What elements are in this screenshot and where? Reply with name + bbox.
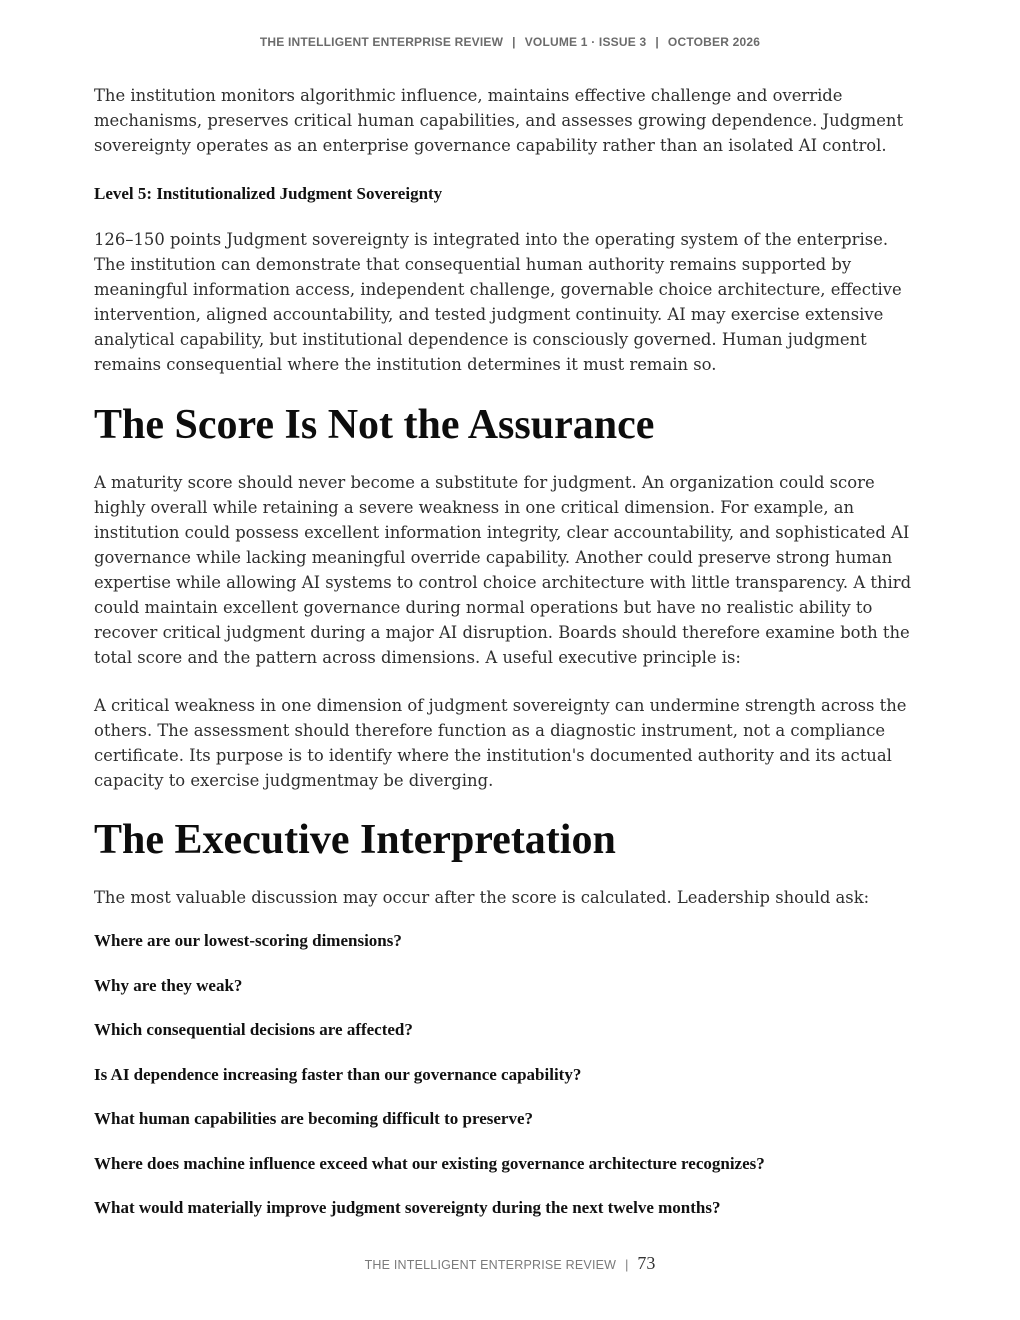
score-paragraph-2: A critical weakness in one dimension of judgment sovereignty can undermine strength across the others. The assessment should therefore function as a diagnostic instrument, not a compliance certificate. Its purpose is to identify where the institution's documented authority and its actual capacity to exercise judgmentmay be diverging. (94, 696, 907, 790)
executive-intro: The most valuable discussion may occur after the score is calculated. Leadership should ask: (94, 888, 870, 907)
header-separator: | (655, 35, 659, 49)
level5-heading: Level 5: Institutionalized Judgment Sovereignty (94, 184, 443, 203)
section-heading-executive: The Executive Interpretation (94, 817, 616, 863)
question-list (94, 930, 924, 1219)
question-item: Why are they weak? (94, 975, 243, 995)
header-publication: THE INTELLIGENT ENTERPRISE REVIEW (259, 35, 504, 49)
question-item: What human capabilities are becoming difficult to preserve? (94, 1109, 533, 1128)
running-header (0, 35, 1020, 49)
question-item: Where are our lowest-scoring dimensions? (94, 931, 402, 950)
header-separator: | (512, 35, 516, 49)
header-date: OCTOBER 2026 (667, 35, 761, 49)
running-footer (0, 1253, 1020, 1274)
score-paragraph-1: A maturity score should never become a substitute for judgment. An organization could score highly overall while retaining a severe weakness in one critical dimension. For example, an institution could possess excellent information integrity, clear accountability, and sophisticated AI governance while lacking meaningful override capability. Another could preserve strong human expertise while allowing AI systems to control choice architecture with little transparency. A third could maintain excellent governance during normal operations but have no realistic ability to recover critical judgment during a major AI disruption. Boards should therefore examine both the total score and the pattern across dimensions. A useful executive principle is: (94, 473, 912, 667)
footer-publication: THE INTELLIGENT ENTERPRISE REVIEW (364, 1258, 617, 1272)
question-item: What would materially improve judgment sovereignty during the next twelve months? (94, 1198, 721, 1217)
intro-paragraph: The institution monitors algorithmic influence, maintains effective challenge and override mechanisms, preserves critical human capabilities, and assesses growing dependence. Judgment sovereignty operates as an enterprise governance capability rather than an isolated AI control. (94, 86, 904, 155)
article-body (94, 83, 924, 1219)
question-item: Is AI dependence increasing faster than our governance capability? (94, 1064, 582, 1084)
footer-separator: | (625, 1258, 629, 1272)
question-item: Which consequential decisions are affected? (94, 1020, 413, 1039)
question-item: Where does machine influence exceed what our existing governance architecture recognizes? (94, 1153, 765, 1173)
level5-paragraph: 126–150 points Judgment sovereignty is integrated into the operating system of the enterprise. The institution can demonstrate that consequential human authority remains supported by meaningful information access, independent challenge, governable choice architecture, effective intervention, aligned accountability, and tested judgment continuity. AI may exercise extensive analytical capability, but institutional dependence is consciously governed. Human judgment remains consequential where the institution determines it must remain so. (94, 230, 902, 374)
header-volume: VOLUME 1 · ISSUE 3 (524, 35, 647, 49)
page-number: 73 (637, 1253, 656, 1273)
section-heading-score: The Score Is Not the Assurance (94, 402, 655, 448)
